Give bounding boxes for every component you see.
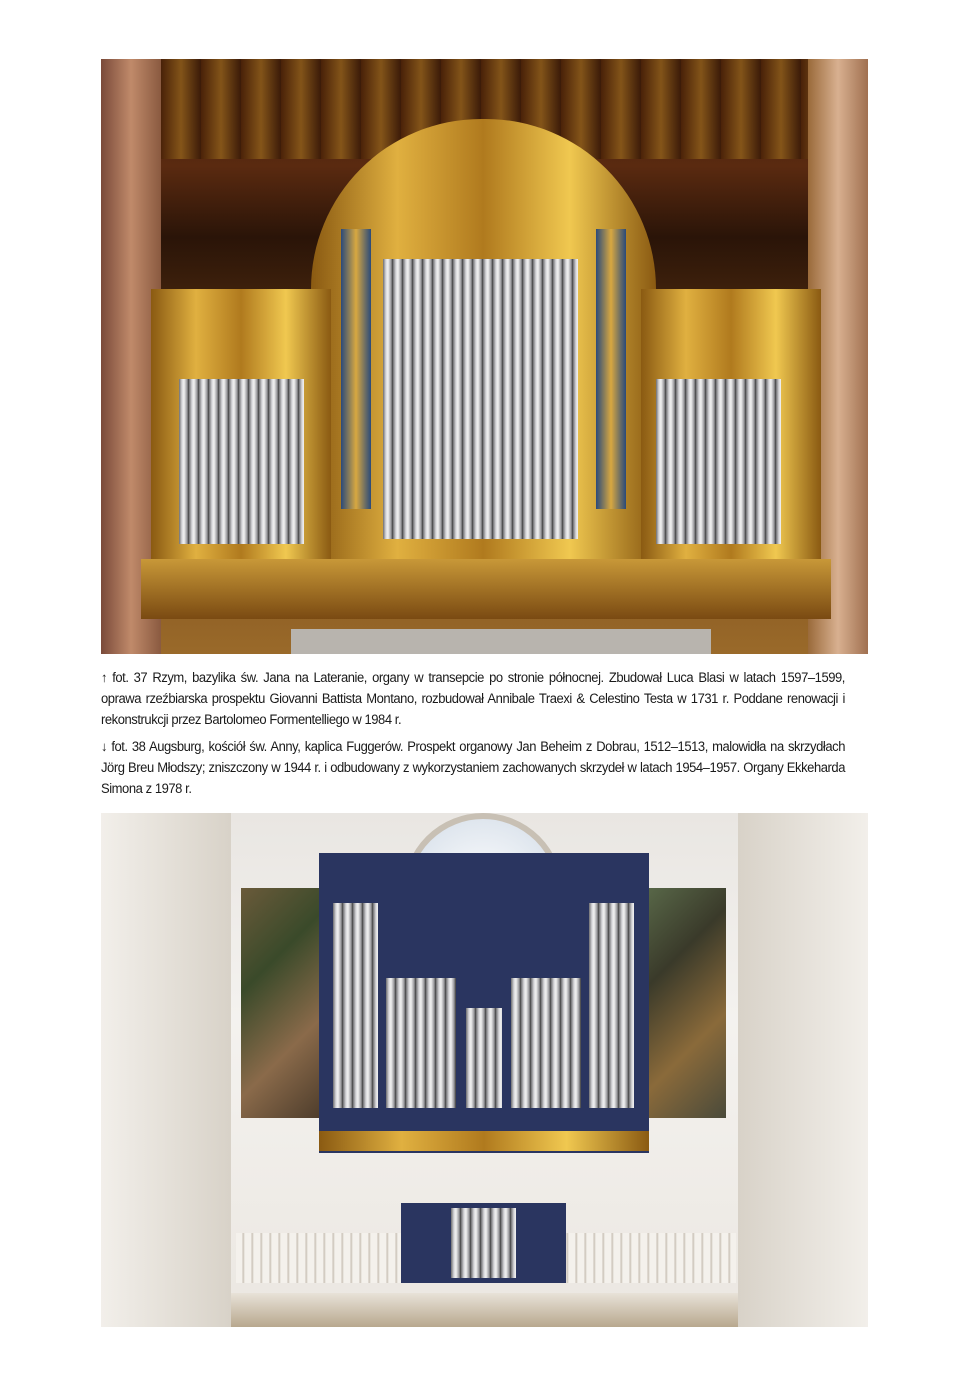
pipes-left-tower <box>333 903 378 1108</box>
central-pipes <box>383 259 578 539</box>
arrow-up-icon: ↑ <box>101 670 108 685</box>
left-painted-wing <box>241 888 326 1118</box>
right-painted-wing <box>641 888 726 1118</box>
photo-augsburg-organ <box>101 813 868 1327</box>
right-pilaster <box>738 813 868 1327</box>
arrow-down-icon: ↓ <box>101 739 108 754</box>
caption-fot-37 <box>101 667 845 730</box>
photo-rome-organ <box>101 59 868 654</box>
caption-text: fot. 37 Rzym, bazylika św. Jana na Lateranie, organy w transepcie po stronie północnej. Zbudował Luca Blasi w latach 1597–1599, oprawa rzeźbiarska prospektu Giovanni Battista Montano, rozbudował Annibale Traexi & Celestino Testa w 1731 r. Poddane renowacji i rekonstrukcji przez Bartolomeo Formentelliego w 1984 r. <box>101 670 845 727</box>
pipes-right-flat <box>511 978 581 1108</box>
marble-base <box>291 629 711 654</box>
pipes-center <box>466 1008 502 1108</box>
caption-fot-38 <box>101 736 845 799</box>
lower-arcade <box>231 1293 738 1327</box>
left-pilaster <box>101 813 231 1327</box>
caption-text: fot. 38 Augsburg, kościół św. Anny, kaplica Fuggerów. Prospekt organowy Jan Beheim z Dobrau, 1512–1513, malowidła na skrzydłach Jörg Breu Młodszy; zniszczony w 1944 r. i odbudowany z wykorzystaniem zachowanych skrzydeł w latach 1954–1957. Organy Ekkeharda Simona z 1978 r. <box>101 739 845 796</box>
pipes-right-tower <box>589 903 634 1108</box>
gallery-balustrade <box>141 559 831 619</box>
right-column <box>596 229 626 509</box>
positive-pipes <box>451 1208 516 1278</box>
gilded-cornice <box>319 1131 649 1151</box>
left-column <box>341 229 371 509</box>
pipes-left-flat <box>386 978 456 1108</box>
right-pipes <box>656 379 781 544</box>
left-pipes <box>179 379 304 544</box>
